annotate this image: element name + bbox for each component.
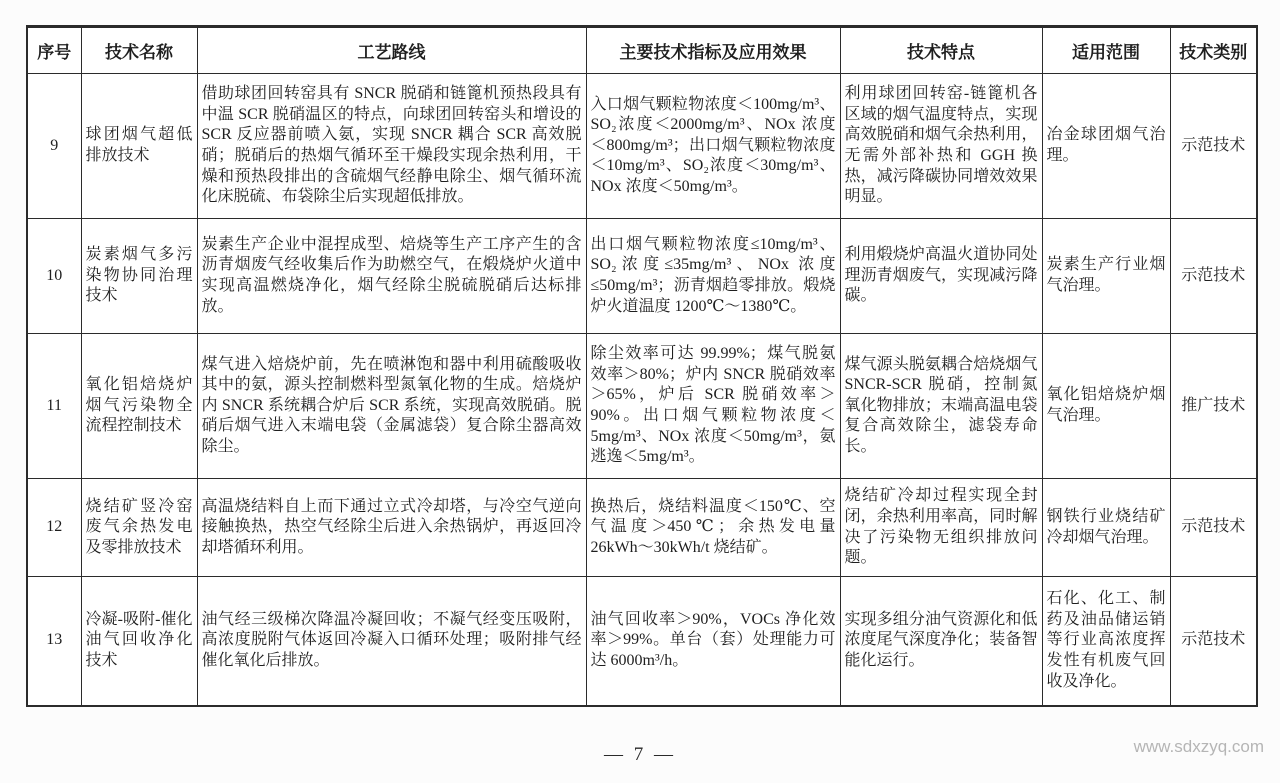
cell-features: 利用球团回转窑-链篦机各区域的烟气温度特点，实现高效脱硝和烟气余热利用，无需外部补热和 GGH 换热，减污降碳协同增效效果明显。 xyxy=(840,74,1042,219)
header-cell-category: 技术类别 xyxy=(1170,27,1257,74)
page-number: — 7 — xyxy=(604,744,676,765)
cell-serial-number: 11 xyxy=(27,334,81,479)
header-cell-scope: 适用范围 xyxy=(1042,27,1170,74)
table-row-10 xyxy=(27,219,1257,334)
cell-serial-number: 12 xyxy=(27,479,81,577)
cell-process-route: 炭素生产企业中混捏成型、焙烧等生产工序产生的含沥青烟废气经收集后作为助燃空气，在煅烧炉火道中实现高温燃烧净化，烟气经除尘脱硫脱硝后达标排放。 xyxy=(197,219,586,334)
cell-category: 示范技术 xyxy=(1170,479,1257,577)
cell-features: 利用煅烧炉高温火道协同处理沥青烟废气，实现减污降碳。 xyxy=(840,219,1042,334)
cell-scope: 炭素生产行业烟气治理。 xyxy=(1042,219,1170,334)
technology-catalog-table xyxy=(26,25,1258,707)
cell-indicators: 入口烟气颗粒物浓度＜100mg/m³、SO₂浓度＜2000mg/m³、NOx 浓度＜800mg/m³；出口烟气颗粒物浓度＜10mg/m³、SO₂浓度＜30mg/m³、NOx 浓度＜50mg/m³。 xyxy=(586,74,840,219)
cell-indicators: 除尘效率可达 99.99%；煤气脱氨效率＞80%；炉内 SNCR 脱硝效率＞65%，炉后 SCR 脱硝效率＞90%。出口烟气颗粒物浓度＜5mg/m³、NOx 浓度＜50mg/m³，氨逃逸＜5mg/m³。 xyxy=(586,334,840,479)
cell-scope: 钢铁行业烧结矿冷却烟气治理。 xyxy=(1042,479,1170,577)
cell-process-route: 煤气进入焙烧炉前，先在喷淋饱和器中利用硫酸吸收其中的氨，源头控制燃料型氮氧化物的生成。焙烧炉内 SNCR 系统耦合炉后 SCR 系统，实现高效脱硝。脱硝后烟气进入末端电袋（金属滤袋）复合除尘器高效除尘。 xyxy=(197,334,586,479)
header-cell-name: 技术名称 xyxy=(81,27,197,74)
header-row xyxy=(27,27,1257,74)
cell-features: 煤气源头脱氨耦合焙烧烟气 SNCR-SCR 脱硝，控制氮氧化物排放；末端高温电袋复合高效除尘，滤袋寿命长。 xyxy=(840,334,1042,479)
cell-indicators: 油气回收率＞90%，VOCs 净化效率＞99%。单台（套）处理能力可达 6000m³/h。 xyxy=(586,577,840,706)
cell-process-route: 借助球团回转窑具有 SNCR 脱硝和链篦机预热段具有中温 SCR 脱硝温区的特点，向球团回转窑头和增设的 SCR 反应器前喷入氨，实现 SNCR 耦合 SCR 高效脱硝；脱硝后的热烟气循环至干燥段实现余热利用，干燥和预热段排出的含硫烟气经静电除尘、烟气循环流化床脱硫、布袋除尘后实现超低排放。 xyxy=(197,74,586,219)
cell-serial-number: 10 xyxy=(27,219,81,334)
header-cell-indicators: 主要技术指标及应用效果 xyxy=(586,27,840,74)
cell-technology-name: 炭素烟气多污染物协同治理技术 xyxy=(81,219,197,334)
header-cell-no: 序号 xyxy=(27,27,81,74)
cell-process-route: 高温烧结料自上而下通过立式冷却塔，与冷空气逆向接触换热，热空气经除尘后进入余热锅炉，再返回冷却塔循环利用。 xyxy=(197,479,586,577)
cell-indicators: 换热后，烧结料温度＜150℃、空气温度＞450℃；余热发电量 26kWh～30kWh/t 烧结矿。 xyxy=(586,479,840,577)
cell-technology-name: 冷凝-吸附-催化油气回收净化技术 xyxy=(81,577,197,706)
cell-technology-name: 球团烟气超低排放技术 xyxy=(81,74,197,219)
cell-scope: 氧化铝焙烧炉烟气治理。 xyxy=(1042,334,1170,479)
cell-features: 烧结矿冷却过程实现全封闭，余热利用率高，同时解决了污染物无组织排放问题。 xyxy=(840,479,1042,577)
cell-category: 示范技术 xyxy=(1170,74,1257,219)
cell-process-route: 油气经三级梯次降温冷凝回收；不凝气经变压吸附，高浓度脱附气体返回冷凝入口循环处理；吸附排气经催化氧化后排放。 xyxy=(197,577,586,706)
cell-technology-name: 氧化铝焙烧炉烟气污染物全流程控制技术 xyxy=(81,334,197,479)
cell-scope: 冶金球团烟气治理。 xyxy=(1042,74,1170,219)
header-cell-features: 技术特点 xyxy=(840,27,1042,74)
watermark-url: www.sdxzyq.com xyxy=(1133,737,1264,756)
header-cell-route: 工艺路线 xyxy=(197,27,586,74)
cell-category: 示范技术 xyxy=(1170,577,1257,706)
cell-indicators: 出口烟气颗粒物浓度≤10mg/m³、SO₂浓度≤35mg/m³、NOx 浓度≤50mg/m³；沥青烟趋零排放。煅烧炉火道温度 1200℃～1380℃。 xyxy=(586,219,840,334)
table-row-9 xyxy=(27,74,1257,219)
cell-serial-number: 9 xyxy=(27,74,81,219)
cell-category: 示范技术 xyxy=(1170,219,1257,334)
table-row-11 xyxy=(27,334,1257,479)
cell-technology-name: 烧结矿竖冷窑废气余热发电及零排放技术 xyxy=(81,479,197,577)
table-row-13 xyxy=(27,577,1257,706)
cell-features: 实现多组分油气资源化和低浓度尾气深度净化；装备智能化运行。 xyxy=(840,577,1042,706)
cell-serial-number: 13 xyxy=(27,577,81,706)
cell-category: 推广技术 xyxy=(1170,334,1257,479)
table-row-12 xyxy=(27,479,1257,577)
cell-scope: 石化、化工、制药及油品储运销等行业高浓度挥发性有机废气回收及净化。 xyxy=(1042,577,1170,706)
